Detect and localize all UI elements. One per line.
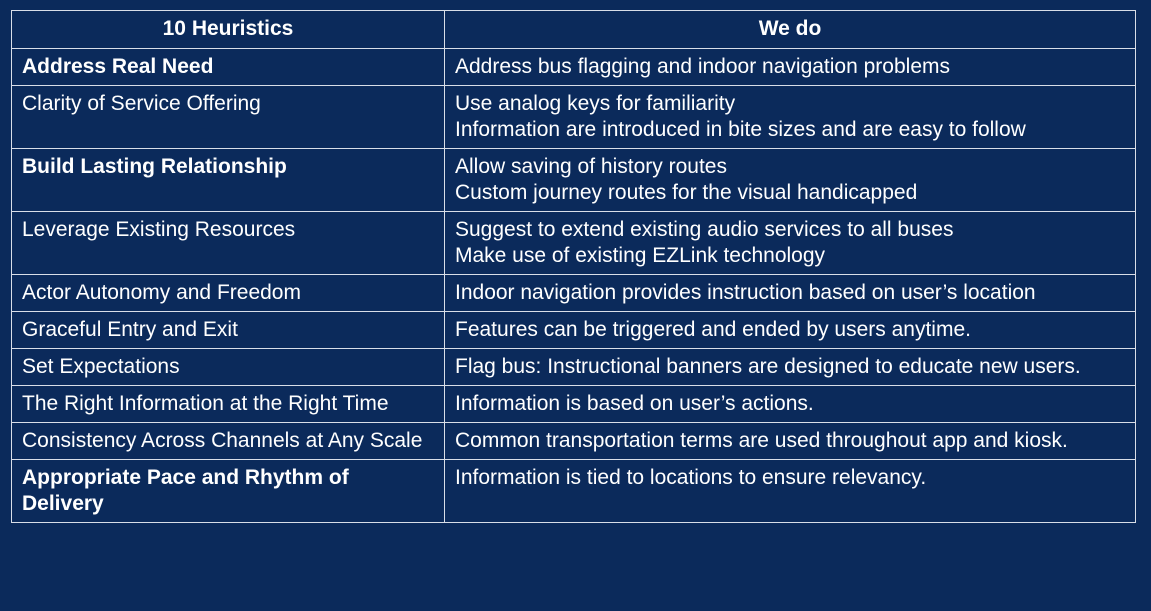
header-heuristics: 10 Heuristics bbox=[12, 11, 445, 49]
heuristic-label: Build Lasting Relationship bbox=[22, 155, 287, 178]
we-do-line: Information are introduced in bite sizes and are easy to follow bbox=[455, 118, 1026, 141]
we-do-cell bbox=[445, 312, 1136, 349]
we-do-line: Information is tied to locations to ensure relevancy. bbox=[455, 466, 927, 489]
we-do-line: Flag bus: Instructional banners are designed to educate new users. bbox=[455, 355, 1081, 378]
heuristic-label: Actor Autonomy and Freedom bbox=[22, 281, 301, 304]
we-do-cell bbox=[445, 460, 1136, 523]
heuristic-label: Leverage Existing Resources bbox=[22, 218, 296, 241]
header-we-do: We do bbox=[445, 11, 1136, 49]
heuristic-label: Graceful Entry and Exit bbox=[22, 318, 238, 341]
table-row bbox=[12, 49, 1136, 86]
we-do-line: Use analog keys for familiarity bbox=[455, 92, 736, 115]
heuristic-cell bbox=[12, 460, 445, 523]
table-row bbox=[12, 386, 1136, 423]
table-header-row bbox=[12, 11, 1136, 49]
heuristic-cell bbox=[12, 212, 445, 275]
we-do-line: Make use of existing EZLink technology bbox=[455, 244, 826, 267]
table-row bbox=[12, 212, 1136, 275]
table-row bbox=[12, 86, 1136, 149]
we-do-line: Custom journey routes for the visual handicapped bbox=[455, 181, 918, 204]
we-do-line: Suggest to extend existing audio services to all buses bbox=[455, 218, 954, 241]
we-do-cell bbox=[445, 349, 1136, 386]
we-do-cell bbox=[445, 423, 1136, 460]
table-row bbox=[12, 275, 1136, 312]
table-row bbox=[12, 423, 1136, 460]
heuristic-label: The Right Information at the Right Time bbox=[22, 392, 389, 415]
table-row bbox=[12, 349, 1136, 386]
heuristic-cell bbox=[12, 86, 445, 149]
heuristic-label: Address Real Need bbox=[22, 55, 214, 78]
we-do-cell bbox=[445, 86, 1136, 149]
heuristic-label: Appropriate Pace and Rhythm of Delivery bbox=[22, 466, 349, 515]
we-do-cell bbox=[445, 149, 1136, 212]
heuristics-table bbox=[11, 10, 1136, 523]
we-do-line: Allow saving of history routes bbox=[455, 155, 727, 178]
we-do-cell bbox=[445, 212, 1136, 275]
table-body bbox=[12, 49, 1136, 523]
we-do-line: Information is based on user’s actions. bbox=[455, 392, 814, 415]
we-do-cell bbox=[445, 49, 1136, 86]
heuristic-cell bbox=[12, 349, 445, 386]
heuristic-label: Clarity of Service Offering bbox=[22, 92, 261, 115]
heuristic-cell bbox=[12, 49, 445, 86]
we-do-cell bbox=[445, 386, 1136, 423]
table-row bbox=[12, 312, 1136, 349]
heuristic-cell bbox=[12, 275, 445, 312]
heuristic-label: Consistency Across Channels at Any Scale bbox=[22, 429, 423, 452]
we-do-line: Common transportation terms are used throughout app and kiosk. bbox=[455, 429, 1068, 452]
table-row bbox=[12, 460, 1136, 523]
we-do-cell bbox=[445, 275, 1136, 312]
heuristic-cell bbox=[12, 386, 445, 423]
heuristic-cell bbox=[12, 149, 445, 212]
table-row bbox=[12, 149, 1136, 212]
heuristic-label: Set Expectations bbox=[22, 355, 180, 378]
we-do-line: Address bus flagging and indoor navigation problems bbox=[455, 55, 950, 78]
heuristic-cell bbox=[12, 312, 445, 349]
heuristics-table-container bbox=[11, 10, 1135, 523]
we-do-line: Indoor navigation provides instruction based on user’s location bbox=[455, 281, 1036, 304]
heuristic-cell bbox=[12, 423, 445, 460]
we-do-line: Features can be triggered and ended by users anytime. bbox=[455, 318, 971, 341]
